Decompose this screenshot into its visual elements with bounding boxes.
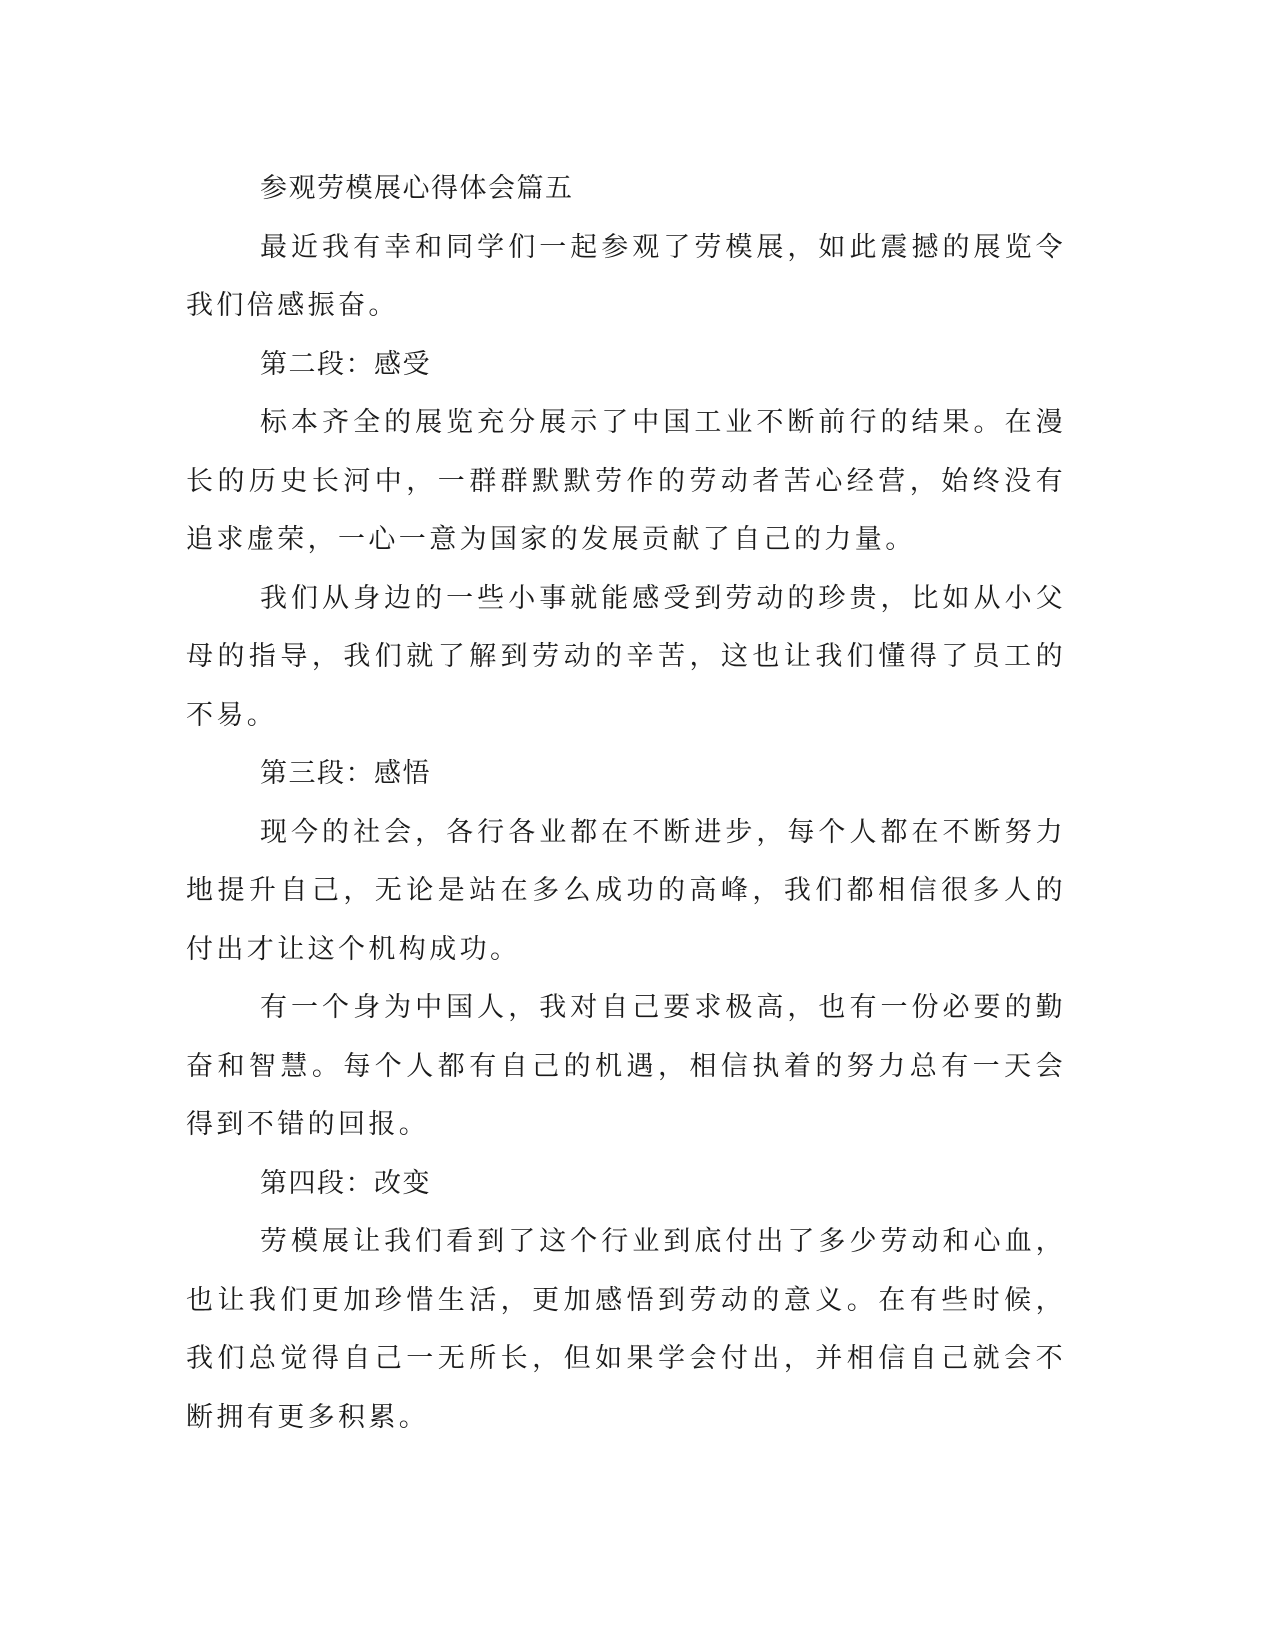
paragraph-daily-life: 我们从身边的一些小事就能感受到劳动的珍贵，比如从小父母的指导，我们就了解到劳动的辛苦，这也让我们懂得了员工的不易。 xyxy=(186,582,1066,731)
section-heading-2: 第二段：感受 xyxy=(260,348,431,380)
paragraph-intro: 最近我有幸和同学们一起参观了劳模展，如此震撼的展览令我们倍感振奋。 xyxy=(186,231,1066,321)
section-heading-3: 第三段：感悟 xyxy=(260,758,431,789)
paragraph-exhibition: 标本齐全的展览充分展示了中国工业不断前行的结果。在漫长的历史长河中，一群群默默劳作的劳动者苦心经营，始终没有追求虚荣，一心一意为国家的发展贡献了自己的力量。 xyxy=(186,407,1066,555)
document-page xyxy=(186,160,1066,1447)
paragraph-society: 现今的社会，各行各业都在不断进步，每个人都在不断努力地提升自己，无论是站在多么成功的高峰，我们都相信很多人的付出才让这个机构成功。 xyxy=(186,816,1066,965)
paragraph-change: 劳模展让我们看到了这个行业到底付出了多少劳动和心血，也让我们更加珍惜生活，更加感悟到劳动的意义。在有些时候，我们总觉得自己一无所长，但如果学会付出，并相信自己就会不断拥有更多积累。 xyxy=(186,1226,1066,1433)
document-title: 参观劳模展心得体会篇五 xyxy=(260,173,574,204)
section-heading-4: 第四段：改变 xyxy=(260,1167,431,1199)
paragraph-self: 有一个身为中国人，我对自己要求极高，也有一份必要的勤奋和智慧。每个人都有自己的机遇，相信执着的努力总有一天会得到不错的回报。 xyxy=(186,992,1066,1140)
